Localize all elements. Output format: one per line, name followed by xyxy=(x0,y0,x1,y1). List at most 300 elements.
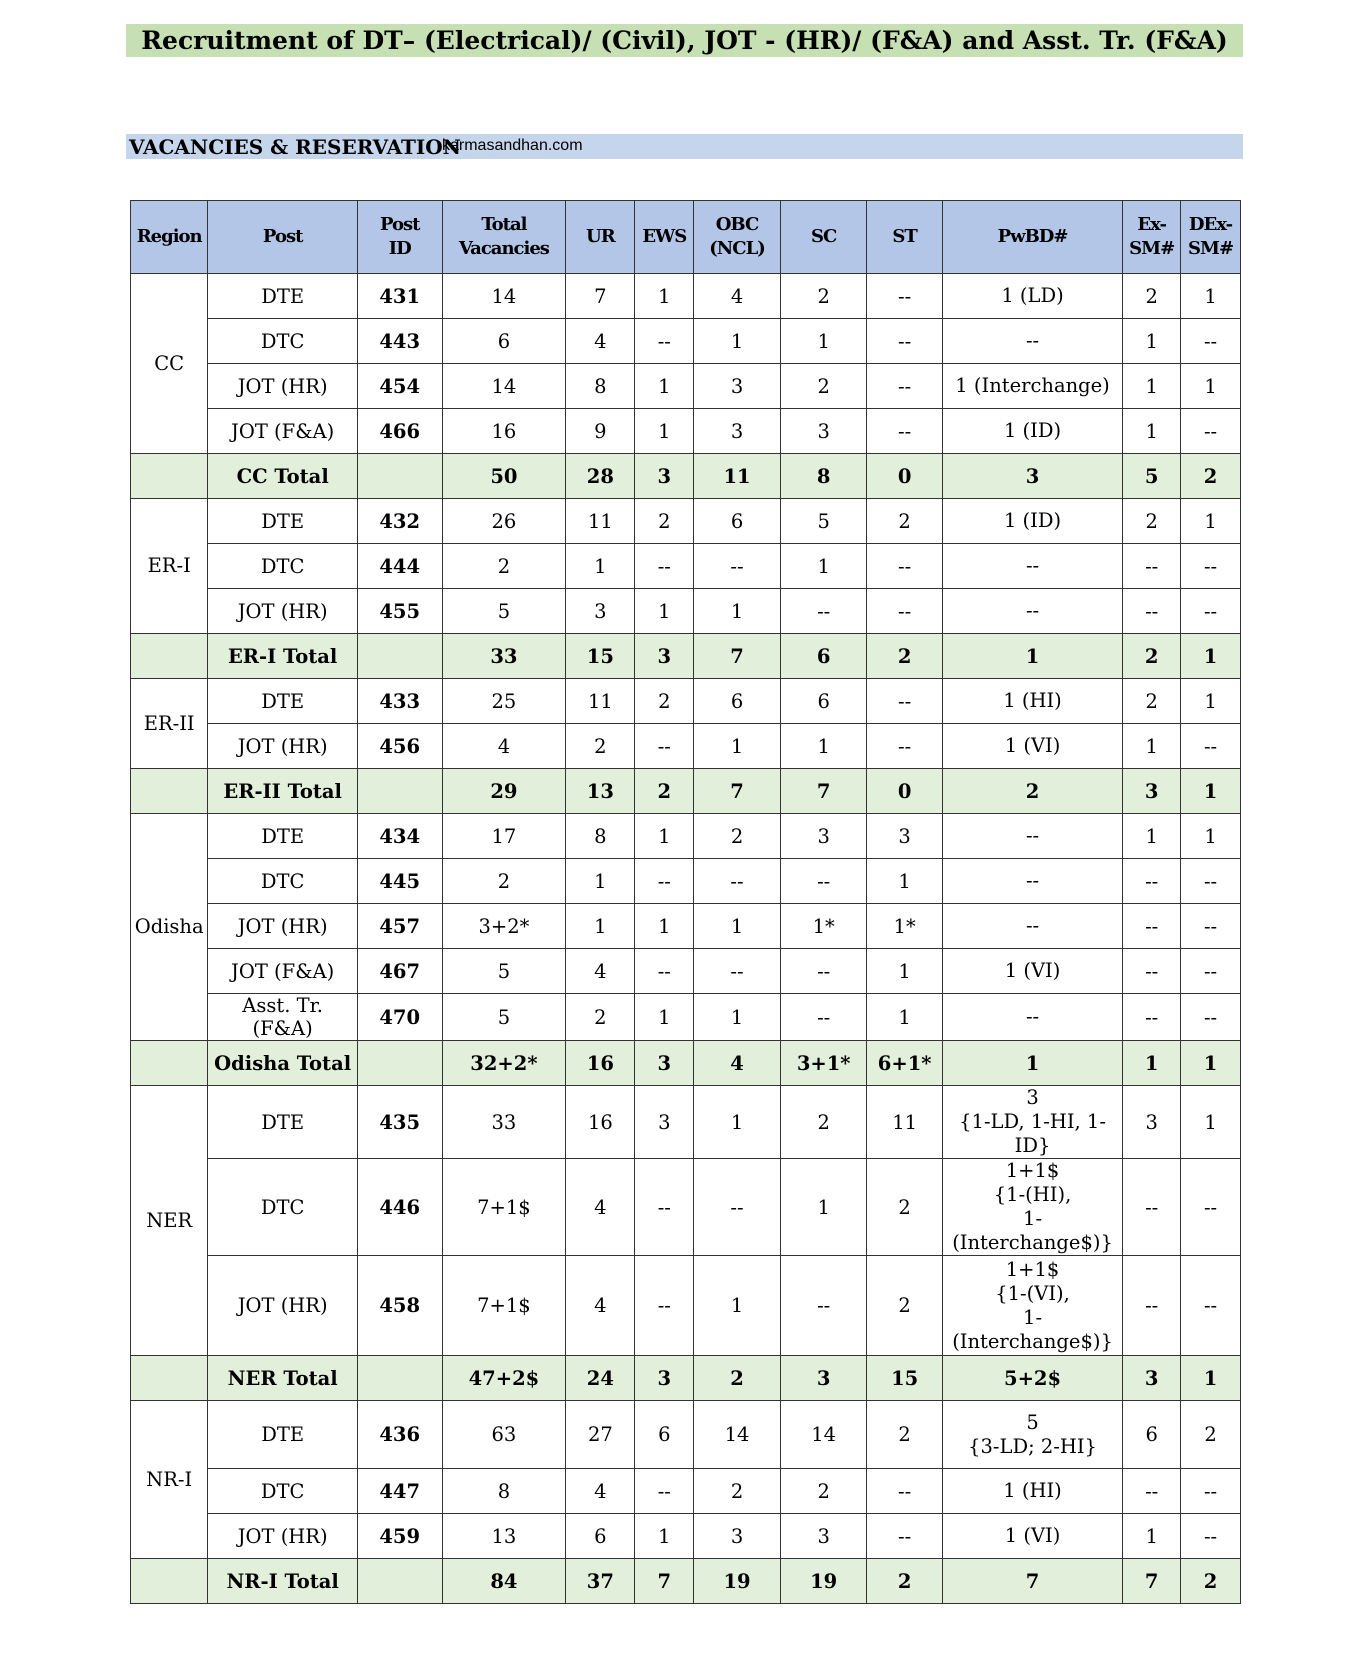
ews-cell: 1 xyxy=(635,1514,694,1559)
obc-cell: 1 xyxy=(694,589,781,634)
dexsm-total-cell: 1 xyxy=(1181,1041,1241,1086)
obc-cell: 6 xyxy=(694,499,781,544)
col-header-ur: UR xyxy=(566,201,635,274)
col-header-exsm xyxy=(1123,201,1181,274)
post-id-cell: 431 xyxy=(357,274,442,319)
ur-cell: 4 xyxy=(566,1256,635,1356)
exsm-cell: -- xyxy=(1123,949,1181,994)
ur-cell: 27 xyxy=(566,1401,635,1469)
post-id-cell-blank xyxy=(357,454,442,499)
st-cell: 3 xyxy=(867,814,942,859)
sc-cell: 1 xyxy=(780,724,867,769)
col-header-obc xyxy=(694,201,781,274)
post-cell: DTC xyxy=(208,319,358,364)
post-cell: DTC xyxy=(208,859,358,904)
ur-total-cell: 28 xyxy=(566,454,635,499)
pwbd-line: -- xyxy=(1025,914,1040,937)
obc-cell: 1 xyxy=(694,904,781,949)
pwbd-total-cell: 3 xyxy=(942,454,1123,499)
sc-cell: 2 xyxy=(780,364,867,409)
exsm-cell: -- xyxy=(1123,1159,1181,1256)
obc-cell: 3 xyxy=(694,409,781,454)
ews-cell: -- xyxy=(635,949,694,994)
st-cell: 2 xyxy=(867,1256,942,1356)
header-line: DEx- xyxy=(1188,214,1233,235)
post-id-cell: 443 xyxy=(357,319,442,364)
header-line: SM# xyxy=(1129,238,1175,259)
header-line: OBC xyxy=(715,214,759,235)
ews-cell: 1 xyxy=(635,814,694,859)
ews-cell: 1 xyxy=(635,994,694,1041)
total-label: CC Total xyxy=(208,454,358,499)
total-cell: 17 xyxy=(442,814,566,859)
obc-total-cell: 2 xyxy=(694,1356,781,1401)
sc-cell: 3 xyxy=(780,814,867,859)
table-header-row xyxy=(131,201,1241,274)
post-cell: DTE xyxy=(208,679,358,724)
obc-cell: 4 xyxy=(694,274,781,319)
pwbd-line: -- xyxy=(1025,869,1040,892)
region-cell-blank xyxy=(131,769,208,814)
sc-cell: 3 xyxy=(780,1514,867,1559)
total-total-cell: 29 xyxy=(442,769,566,814)
region-cell: NER xyxy=(131,1086,208,1356)
region-total-row xyxy=(131,454,1241,499)
sc-cell: 5 xyxy=(780,499,867,544)
pwbd-line: 1 (HI) xyxy=(1003,1479,1062,1502)
ews-cell: -- xyxy=(635,319,694,364)
table-row xyxy=(131,544,1241,589)
ews-total-cell: 3 xyxy=(635,1356,694,1401)
pwbd-cell xyxy=(942,904,1123,949)
ews-cell: 3 xyxy=(635,1086,694,1159)
total-cell: 63 xyxy=(442,1401,566,1469)
dexsm-cell: -- xyxy=(1181,1256,1241,1356)
st-cell: 11 xyxy=(867,1086,942,1159)
ur-total-cell: 15 xyxy=(566,634,635,679)
total-label: NER Total xyxy=(208,1356,358,1401)
ur-cell: 1 xyxy=(566,904,635,949)
dexsm-cell: 1 xyxy=(1181,679,1241,724)
post-id-cell: 457 xyxy=(357,904,442,949)
pwbd-total-cell: 5+2$ xyxy=(942,1356,1123,1401)
region-cell: NR-I xyxy=(131,1401,208,1559)
total-cell: 5 xyxy=(442,994,566,1041)
ews-cell: -- xyxy=(635,859,694,904)
region-cell: Odisha xyxy=(131,814,208,1041)
obc-cell: 1 xyxy=(694,994,781,1041)
ews-cell: 1 xyxy=(635,274,694,319)
sc-total-cell: 7 xyxy=(780,769,867,814)
region-total-row xyxy=(131,769,1241,814)
sc-cell: -- xyxy=(780,859,867,904)
ews-cell: -- xyxy=(635,544,694,589)
post-id-cell-blank xyxy=(357,634,442,679)
pwbd-cell xyxy=(942,409,1123,454)
exsm-cell: 2 xyxy=(1123,499,1181,544)
total-cell: 8 xyxy=(442,1469,566,1514)
pwbd-cell xyxy=(942,994,1123,1041)
exsm-total-cell: 5 xyxy=(1123,454,1181,499)
table-row xyxy=(131,589,1241,634)
col-header-post: Post xyxy=(208,201,358,274)
ur-cell: 4 xyxy=(566,1469,635,1514)
sc-cell: 14 xyxy=(780,1401,867,1469)
dexsm-total-cell: 1 xyxy=(1181,1356,1241,1401)
ur-cell: 3 xyxy=(566,589,635,634)
pwbd-cell xyxy=(942,724,1123,769)
pwbd-cell xyxy=(942,589,1123,634)
total-label: Odisha Total xyxy=(208,1041,358,1086)
region-cell: CC xyxy=(131,274,208,454)
dexsm-cell: 2 xyxy=(1181,1401,1241,1469)
col-header-pwbd: PwBD# xyxy=(942,201,1123,274)
pwbd-line: {1-(HI), xyxy=(993,1183,1072,1206)
pwbd-line: 1 (ID) xyxy=(1003,419,1062,442)
exsm-cell: 1 xyxy=(1123,1514,1181,1559)
dexsm-cell: 1 xyxy=(1181,364,1241,409)
dexsm-cell: -- xyxy=(1181,994,1241,1041)
post-cell: DTE xyxy=(208,274,358,319)
table-row xyxy=(131,679,1241,724)
section-title: VACANCIES & RESERVATION xyxy=(129,135,461,159)
pwbd-line: 1-(Interchange$)} xyxy=(952,1305,1113,1353)
exsm-cell: -- xyxy=(1123,994,1181,1041)
table-row xyxy=(131,319,1241,364)
ur-cell: 7 xyxy=(566,274,635,319)
obc-total-cell: 19 xyxy=(694,1559,781,1604)
post-id-cell: 436 xyxy=(357,1401,442,1469)
pwbd-line: 1+1$ xyxy=(1005,1159,1060,1182)
table-row xyxy=(131,949,1241,994)
sc-cell: 2 xyxy=(780,274,867,319)
total-cell: 7+1$ xyxy=(442,1159,566,1256)
ur-cell: 1 xyxy=(566,859,635,904)
dexsm-cell: -- xyxy=(1181,904,1241,949)
dexsm-total-cell: 1 xyxy=(1181,769,1241,814)
sc-cell: 3 xyxy=(780,409,867,454)
total-cell: 33 xyxy=(442,1086,566,1159)
post-id-cell: 470 xyxy=(357,994,442,1041)
dexsm-total-cell: 2 xyxy=(1181,454,1241,499)
pwbd-line: {3-LD; 2-HI} xyxy=(968,1434,1097,1458)
sc-cell: 1* xyxy=(780,904,867,949)
table-row xyxy=(131,1086,1241,1159)
post-cell: DTC xyxy=(208,544,358,589)
source-watermark: karmasandhan.com xyxy=(442,137,583,154)
ews-cell: -- xyxy=(635,1159,694,1256)
ur-total-cell: 13 xyxy=(566,769,635,814)
obc-cell: 1 xyxy=(694,1086,781,1159)
st-total-cell: 2 xyxy=(867,634,942,679)
region-total-row xyxy=(131,1041,1241,1086)
st-cell: 1 xyxy=(867,859,942,904)
ur-cell: 16 xyxy=(566,1086,635,1159)
dexsm-total-cell: 2 xyxy=(1181,1559,1241,1604)
header-line: Post xyxy=(379,214,420,235)
obc-cell: 3 xyxy=(694,1514,781,1559)
dexsm-cell: 1 xyxy=(1181,1086,1241,1159)
dexsm-cell: -- xyxy=(1181,589,1241,634)
ur-cell: 1 xyxy=(566,544,635,589)
st-total-cell: 2 xyxy=(867,1559,942,1604)
pwbd-total-cell: 2 xyxy=(942,769,1123,814)
sc-cell: 1 xyxy=(780,1159,867,1256)
post-cell: JOT (HR) xyxy=(208,364,358,409)
ews-total-cell: 3 xyxy=(635,454,694,499)
dexsm-cell: 1 xyxy=(1181,274,1241,319)
obc-total-cell: 4 xyxy=(694,1041,781,1086)
total-cell: 25 xyxy=(442,679,566,724)
total-label: ER-II Total xyxy=(208,769,358,814)
obc-cell: 1 xyxy=(694,319,781,364)
sc-cell: 1 xyxy=(780,544,867,589)
post-id-cell: 447 xyxy=(357,1469,442,1514)
region-total-row xyxy=(131,1559,1241,1604)
page-title: Recruitment of DT– (Electrical)/ (Civil), JOT - (HR)/ (F&A) and Asst. Tr. (F&A) xyxy=(126,24,1243,57)
post-id-cell: 455 xyxy=(357,589,442,634)
obc-cell: 1 xyxy=(694,724,781,769)
st-cell: 1 xyxy=(867,949,942,994)
ur-total-cell: 16 xyxy=(566,1041,635,1086)
total-label: ER-I Total xyxy=(208,634,358,679)
ews-total-cell: 3 xyxy=(635,634,694,679)
ur-cell: 2 xyxy=(566,724,635,769)
pwbd-line: {1-(VI), xyxy=(995,1281,1070,1305)
st-cell: 1 xyxy=(867,994,942,1041)
post-cell: JOT (HR) xyxy=(208,589,358,634)
total-total-cell: 50 xyxy=(442,454,566,499)
total-cell: 3+2* xyxy=(442,904,566,949)
pwbd-line: 1 (VI) xyxy=(1004,959,1061,982)
st-cell: -- xyxy=(867,724,942,769)
ur-cell: 8 xyxy=(566,814,635,859)
ews-cell: 2 xyxy=(635,499,694,544)
col-header-sc: SC xyxy=(780,201,867,274)
pwbd-line: -- xyxy=(1025,329,1040,352)
pwbd-line: 1 (HI) xyxy=(1003,689,1062,712)
post-id-cell: 467 xyxy=(357,949,442,994)
sc-cell: 2 xyxy=(780,1469,867,1514)
total-cell: 5 xyxy=(442,949,566,994)
exsm-cell: -- xyxy=(1123,544,1181,589)
st-cell: 2 xyxy=(867,1401,942,1469)
ews-cell: 6 xyxy=(635,1401,694,1469)
obc-cell: -- xyxy=(694,544,781,589)
table-row xyxy=(131,724,1241,769)
table-row xyxy=(131,364,1241,409)
ews-cell: 1 xyxy=(635,364,694,409)
dexsm-cell: -- xyxy=(1181,409,1241,454)
st-cell: 1* xyxy=(867,904,942,949)
col-header-post-id xyxy=(357,201,442,274)
dexsm-cell: -- xyxy=(1181,1469,1241,1514)
pwbd-cell xyxy=(942,859,1123,904)
pwbd-line: -- xyxy=(1025,1005,1040,1028)
ur-total-cell: 37 xyxy=(566,1559,635,1604)
ur-cell: 2 xyxy=(566,994,635,1041)
dexsm-cell: -- xyxy=(1181,1514,1241,1559)
exsm-cell: 6 xyxy=(1123,1401,1181,1469)
pwbd-cell xyxy=(942,1469,1123,1514)
exsm-cell: 1 xyxy=(1123,364,1181,409)
table-row xyxy=(131,499,1241,544)
st-total-cell: 15 xyxy=(867,1356,942,1401)
pwbd-line: 1 (VI) xyxy=(1004,734,1061,757)
st-cell: -- xyxy=(867,364,942,409)
ur-cell: 11 xyxy=(566,679,635,724)
post-id-cell: 435 xyxy=(357,1086,442,1159)
post-id-cell: 459 xyxy=(357,1514,442,1559)
pwbd-cell xyxy=(942,1401,1123,1469)
post-id-cell: 434 xyxy=(357,814,442,859)
exsm-cell: 2 xyxy=(1123,274,1181,319)
header-line: SM# xyxy=(1188,238,1234,259)
post-cell: DTC xyxy=(208,1159,358,1256)
ews-cell: 1 xyxy=(635,409,694,454)
ews-cell: 1 xyxy=(635,589,694,634)
table-row xyxy=(131,904,1241,949)
ews-total-cell: 3 xyxy=(635,1041,694,1086)
header-line: Ex- xyxy=(1137,214,1166,235)
st-cell: -- xyxy=(867,679,942,724)
total-cell: 26 xyxy=(442,499,566,544)
region-cell-blank xyxy=(131,1356,208,1401)
ur-cell: 4 xyxy=(566,1159,635,1256)
pwbd-line: 1+1$ xyxy=(1005,1257,1060,1281)
col-header-st: ST xyxy=(867,201,942,274)
ews-cell: 2 xyxy=(635,679,694,724)
post-cell: DTE xyxy=(208,814,358,859)
total-cell: 2 xyxy=(442,544,566,589)
post-id-cell: 433 xyxy=(357,679,442,724)
exsm-total-cell: 2 xyxy=(1123,634,1181,679)
exsm-cell: -- xyxy=(1123,1256,1181,1356)
total-total-cell: 33 xyxy=(442,634,566,679)
pwbd-cell xyxy=(942,499,1123,544)
pwbd-line: 1 (LD) xyxy=(1001,284,1064,307)
ews-cell: 1 xyxy=(635,904,694,949)
total-cell: 2 xyxy=(442,859,566,904)
st-cell: -- xyxy=(867,544,942,589)
st-cell: -- xyxy=(867,274,942,319)
post-cell: JOT (HR) xyxy=(208,724,358,769)
total-total-cell: 47+2$ xyxy=(442,1356,566,1401)
post-cell: JOT (F&A) xyxy=(208,409,358,454)
region-cell-blank xyxy=(131,1559,208,1604)
st-cell: -- xyxy=(867,589,942,634)
sc-total-cell: 8 xyxy=(780,454,867,499)
st-cell: -- xyxy=(867,1514,942,1559)
pwbd-line: -- xyxy=(1025,554,1040,577)
total-cell: 13 xyxy=(442,1514,566,1559)
post-id-cell: 454 xyxy=(357,364,442,409)
ur-cell: 4 xyxy=(566,319,635,364)
pwbd-line: 1 (VI) xyxy=(1004,1524,1061,1547)
post-cell: DTE xyxy=(208,499,358,544)
total-cell: 7+1$ xyxy=(442,1256,566,1356)
col-header-dexsm xyxy=(1181,201,1241,274)
sc-total-cell: 6 xyxy=(780,634,867,679)
exsm-total-cell: 3 xyxy=(1123,1356,1181,1401)
pwbd-cell xyxy=(942,364,1123,409)
dexsm-cell: -- xyxy=(1181,319,1241,364)
obc-cell: -- xyxy=(694,949,781,994)
post-cell: JOT (HR) xyxy=(208,1256,358,1356)
pwbd-line: 5 xyxy=(1026,1410,1039,1434)
total-cell: 16 xyxy=(442,409,566,454)
ur-cell: 9 xyxy=(566,409,635,454)
header-line: ID xyxy=(388,238,411,259)
post-id-cell: 456 xyxy=(357,724,442,769)
pwbd-cell xyxy=(942,1086,1123,1159)
pwbd-cell xyxy=(942,1514,1123,1559)
obc-cell: 2 xyxy=(694,1469,781,1514)
post-id-cell-blank xyxy=(357,1041,442,1086)
pwbd-line: 1 (Interchange) xyxy=(955,374,1110,397)
post-id-cell: 444 xyxy=(357,544,442,589)
st-total-cell: 6+1* xyxy=(867,1041,942,1086)
post-cell: JOT (F&A) xyxy=(208,949,358,994)
post-id-cell-blank xyxy=(357,769,442,814)
post-cell: Asst. Tr. (F&A) xyxy=(208,994,358,1041)
st-total-cell: 0 xyxy=(867,454,942,499)
exsm-cell: -- xyxy=(1123,859,1181,904)
ur-cell: 6 xyxy=(566,1514,635,1559)
pwbd-cell xyxy=(942,814,1123,859)
pwbd-line: {1-LD, 1-HI, 1-ID} xyxy=(959,1110,1106,1157)
total-total-cell: 84 xyxy=(442,1559,566,1604)
sc-cell: -- xyxy=(780,994,867,1041)
table-body xyxy=(131,274,1241,1604)
st-cell: 2 xyxy=(867,1159,942,1256)
ews-total-cell: 2 xyxy=(635,769,694,814)
exsm-total-cell: 7 xyxy=(1123,1559,1181,1604)
pwbd-cell xyxy=(942,679,1123,724)
region-total-row xyxy=(131,634,1241,679)
header-line: Total xyxy=(481,214,527,235)
header-line: Vacancies xyxy=(458,238,549,259)
total-total-cell: 32+2* xyxy=(442,1041,566,1086)
st-cell: -- xyxy=(867,409,942,454)
ur-cell: 11 xyxy=(566,499,635,544)
total-cell: 6 xyxy=(442,319,566,364)
exsm-cell: -- xyxy=(1123,1469,1181,1514)
dexsm-cell: -- xyxy=(1181,544,1241,589)
pwbd-cell xyxy=(942,544,1123,589)
region-cell-blank xyxy=(131,454,208,499)
exsm-cell: 1 xyxy=(1123,409,1181,454)
table-row xyxy=(131,409,1241,454)
post-cell: JOT (HR) xyxy=(208,904,358,949)
exsm-cell: 1 xyxy=(1123,724,1181,769)
sc-cell: 1 xyxy=(780,319,867,364)
post-id-cell: 446 xyxy=(357,1159,442,1256)
table-row xyxy=(131,994,1241,1041)
exsm-total-cell: 1 xyxy=(1123,1041,1181,1086)
region-cell: ER-I xyxy=(131,499,208,634)
pwbd-line: 1-(Interchange$)} xyxy=(952,1207,1113,1254)
ews-cell: -- xyxy=(635,724,694,769)
region-cell: ER-II xyxy=(131,679,208,769)
post-cell: DTE xyxy=(208,1086,358,1159)
table-row xyxy=(131,1256,1241,1356)
pwbd-line: -- xyxy=(1025,599,1040,622)
section-header xyxy=(126,134,1243,159)
ews-cell: -- xyxy=(635,1256,694,1356)
ur-cell: 8 xyxy=(566,364,635,409)
header-line: (NCL) xyxy=(709,238,765,259)
